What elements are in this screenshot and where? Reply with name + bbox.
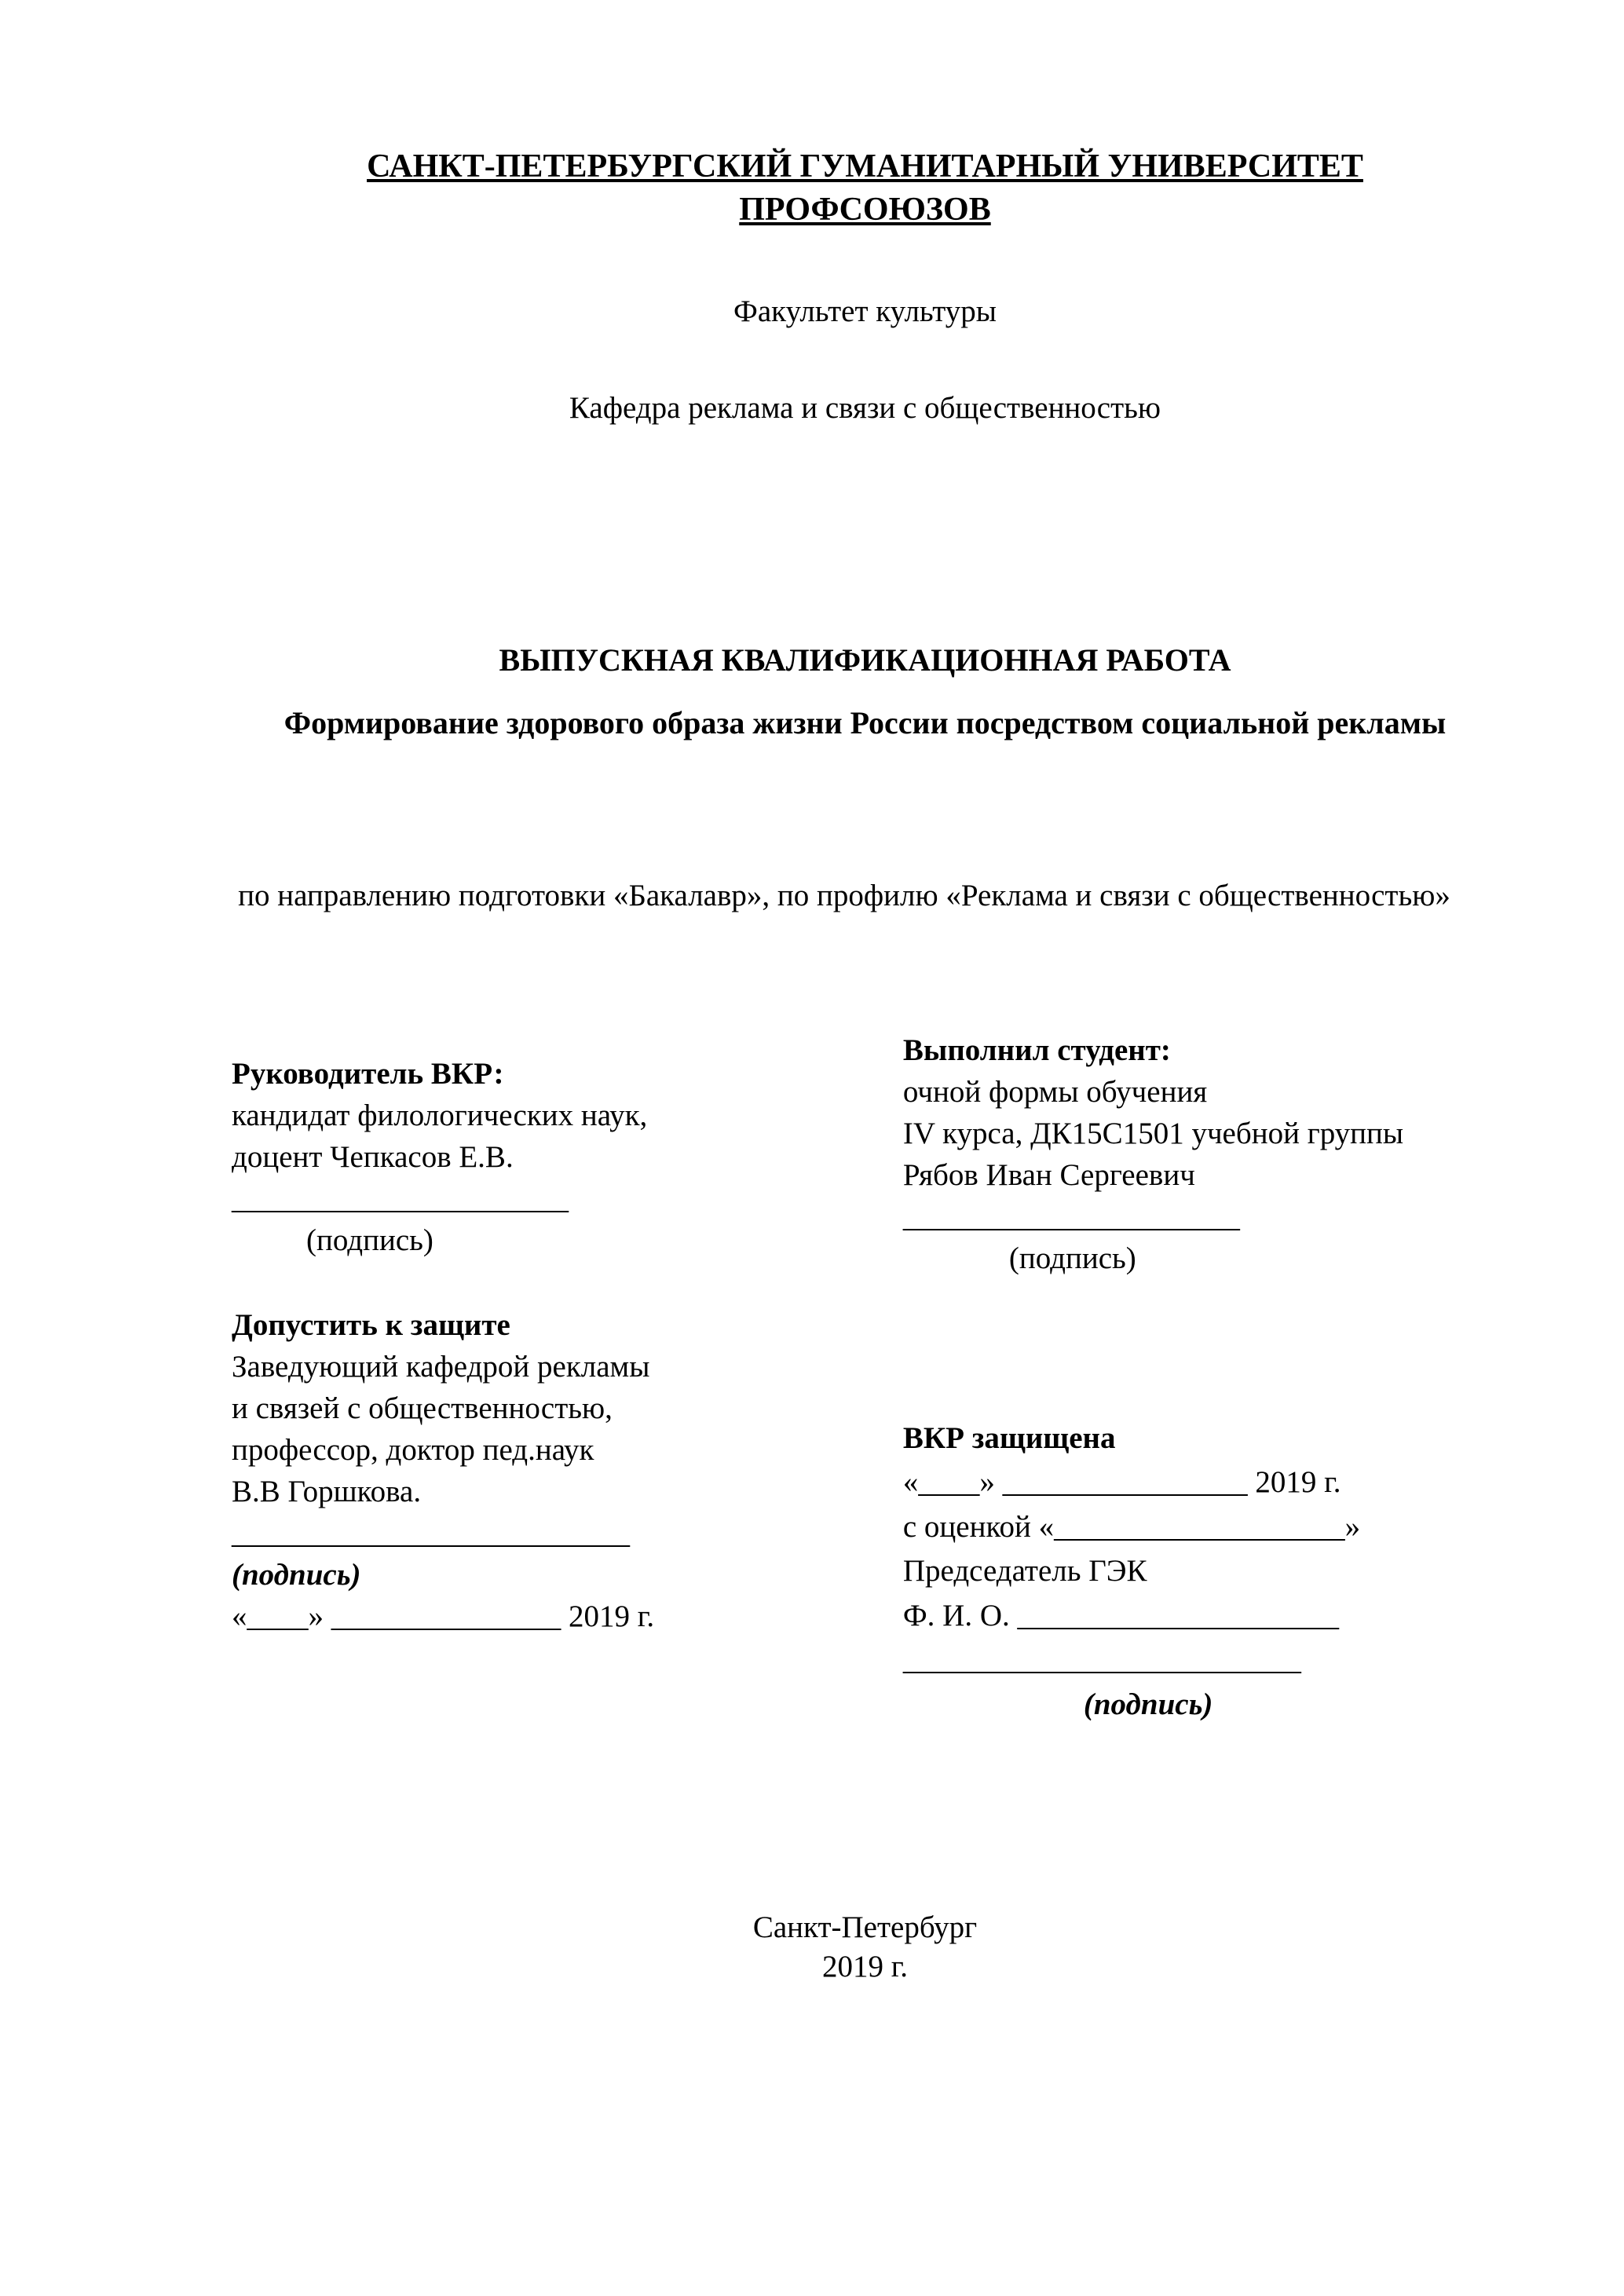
supervisor-degree: кандидат филологических наук, xyxy=(232,1098,648,1132)
student-study-form: очной формы обучения xyxy=(902,1074,1208,1109)
admission-signature-line: __________________________ xyxy=(232,1515,630,1550)
admission-line-2: и связей с общественностью, xyxy=(232,1391,613,1425)
student-signature-line: ______________________ xyxy=(902,1199,1240,1234)
supervisor-signature-caption: (подпись) xyxy=(306,1223,433,1257)
footer xyxy=(232,1908,1498,1987)
student-signature-caption: (подпись) xyxy=(1008,1241,1136,1275)
defense-fio-line: Ф. И. О. _____________________ xyxy=(902,1598,1340,1632)
student-block xyxy=(903,1029,1498,1279)
admission-line-1: Заведующий кафедрой рекламы xyxy=(232,1349,650,1384)
faculty-name: Факультет культуры xyxy=(733,294,997,329)
work-type-heading: ВЫПУСКНАЯ КВАЛИФИКАЦИОННАЯ РАБОТА xyxy=(499,642,1231,678)
defense-block xyxy=(903,1417,1498,1727)
student-name: Рябов Иван Сергеевич xyxy=(902,1157,1195,1192)
footer-year: 2019 г. xyxy=(821,1950,909,1984)
defense-signature-line: __________________________ xyxy=(902,1643,1301,1677)
student-group: IV курса, ДК15С1501 учебной группы xyxy=(902,1116,1404,1150)
right-column xyxy=(903,1029,1498,1727)
admission-line-3: профессор, доктор пед.наук xyxy=(232,1432,594,1467)
supervisor-signature-line: ______________________ xyxy=(232,1181,569,1216)
admission-block xyxy=(232,1304,856,1637)
left-column xyxy=(232,1029,903,1637)
admission-head-name: В.В Горшкова. xyxy=(232,1474,422,1508)
title-block xyxy=(232,629,1498,755)
defense-chairman-label: Председатель ГЭК xyxy=(902,1554,1147,1589)
department-name: Кафедра реклама и связи с общественностью xyxy=(569,390,1161,425)
thesis-title: Формирование здорового образа жизни России посредством социальной рекламы xyxy=(283,704,1447,740)
program-description: по направлению подготовки «Бакалавр», по профилю «Реклама и связи с общественностью» xyxy=(238,878,1450,912)
university-name: САНКТ-ПЕТЕРБУРГСКИЙ ГУМАНИТАРНЫЙ УНИВЕРСИТЕТ ПРОФСОЮЗОВ xyxy=(367,148,1363,228)
defense-date-line: «____» ________________ 2019 г. xyxy=(902,1465,1341,1500)
admission-signature-caption: (подпись) xyxy=(232,1557,361,1592)
admission-heading: Допустить к защите xyxy=(232,1307,510,1342)
defense-heading: ВКР защищена xyxy=(902,1420,1116,1455)
student-heading: Выполнил студент: xyxy=(902,1033,1171,1067)
signatures-section xyxy=(232,1029,1498,1727)
supervisor-block xyxy=(232,1053,856,1261)
defense-grade-line: с оценкой «___________________» xyxy=(902,1509,1361,1544)
defense-signature-caption: (подпись) xyxy=(1083,1687,1213,1721)
supervisor-heading: Руководитель ВКР: xyxy=(232,1056,504,1091)
supervisor-name: доцент Чепкасов Е.В. xyxy=(232,1139,514,1174)
footer-city: Санкт-Петербург xyxy=(752,1910,978,1944)
admission-date-line: «____» _______________ 2019 г. xyxy=(232,1599,655,1633)
